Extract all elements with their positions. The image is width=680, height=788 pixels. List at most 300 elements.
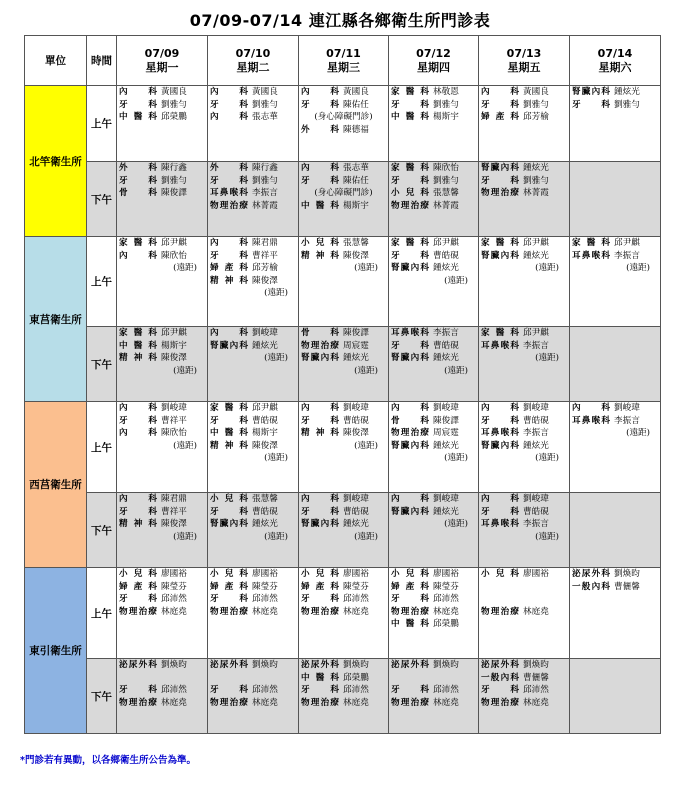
doctor-name: 李振言 [614, 415, 640, 426]
schedule-cell [570, 659, 661, 734]
doctor-name: 林庭堯 [433, 606, 459, 617]
department: 精 神 科 [301, 428, 339, 439]
schedule-entry [389, 593, 478, 606]
clinic-note: (遠距) [444, 275, 468, 286]
department: 骨 科 [301, 328, 339, 338]
department: 牙 科 [119, 685, 157, 696]
schedule-entry [299, 86, 388, 99]
doctor-name: 鍾炫光 [523, 163, 549, 173]
schedule-entry [117, 250, 207, 263]
clinic-note: (遠距) [444, 453, 468, 464]
schedule-entry [208, 606, 298, 619]
schedule-entry [117, 697, 207, 710]
schedule-entry [117, 352, 207, 365]
doctor-name: 邱尹麒 [614, 238, 640, 248]
schedule-cell [208, 402, 299, 493]
department: 精 神 科 [301, 250, 339, 261]
schedule-cell [208, 659, 299, 734]
schedule-cell [479, 162, 570, 237]
schedule-cell [117, 237, 208, 327]
department: 泌 尿 外 科 [301, 660, 339, 670]
doctor-name: 邱尹麒 [161, 328, 187, 338]
doctor-name: 鍾炫光 [433, 506, 459, 517]
schedule-cell [117, 86, 208, 162]
department: 牙 科 [391, 250, 429, 261]
doctor-name: 劉雅勻 [161, 99, 187, 110]
schedule-cell [299, 237, 389, 327]
doctor-name: 廖國裕 [523, 569, 549, 579]
doctor-name: 邱尹麒 [252, 403, 278, 413]
clinic-note: (遠距) [173, 263, 197, 274]
period-label: 下午 [87, 493, 117, 568]
doctor-name: 鍾炫光 [343, 353, 369, 364]
department: 牙 科 [481, 175, 519, 186]
department: 牙 科 [210, 594, 248, 605]
schedule-entry [117, 415, 207, 428]
period-label: 下午 [87, 659, 117, 734]
department: 內 科 [391, 494, 429, 504]
schedule-entry [389, 581, 478, 594]
period-label: 上午 [87, 402, 117, 493]
department: 內 科 [481, 494, 519, 504]
schedule-entry [479, 99, 569, 112]
schedule-entry [299, 99, 388, 112]
schedule-entry [479, 340, 569, 353]
schedule-entry [479, 672, 569, 685]
schedule-entry [299, 493, 388, 506]
department: 家 醫 科 [481, 328, 519, 338]
doctor-name: 劉煥昀 [343, 660, 369, 670]
doctor-name: 陳瑩芬 [433, 581, 459, 592]
department: 小 兒 科 [210, 569, 248, 579]
department: 腎 臟 內 科 [391, 353, 429, 364]
department: 小 兒 科 [391, 188, 429, 199]
schedule-entry [389, 262, 478, 275]
doctor-name: 陳佑任 [343, 175, 369, 186]
department: 耳 鼻 喉 科 [481, 428, 519, 439]
schedule-entry [208, 340, 298, 353]
schedule-cell [117, 568, 208, 659]
schedule-cell [117, 659, 208, 734]
schedule-row [25, 568, 661, 659]
schedule-entry [117, 175, 207, 188]
day-weekday: 星期一 [145, 60, 179, 74]
schedule-entry [299, 659, 388, 672]
header-row [25, 36, 661, 86]
schedule-cell [117, 402, 208, 493]
schedule-entry [479, 327, 569, 340]
schedule-entry [389, 697, 478, 710]
department: 物 理 治 療 [301, 606, 339, 617]
schedule-entry [117, 237, 207, 250]
doctor-name: 劉峻瑋 [614, 403, 640, 413]
department: 內 科 [301, 403, 339, 413]
schedule-entry [389, 187, 478, 200]
day-header [208, 36, 299, 86]
doctor-name: 曹祥平 [161, 415, 187, 426]
doctor-name: 邱沛然 [252, 685, 278, 696]
doctor-name: 曹皓硯 [523, 415, 549, 426]
doctor-name: 廖國裕 [433, 569, 459, 579]
doctor-name: 李振言 [523, 428, 549, 439]
schedule-entry [389, 506, 478, 519]
doctor-name: 鍾炫光 [523, 440, 549, 451]
department: 婦 產 科 [391, 581, 429, 592]
department: 物 理 治 療 [119, 697, 157, 708]
department: 牙 科 [210, 685, 248, 696]
schedule-entry [299, 175, 388, 188]
schedule-entry [299, 250, 388, 263]
department: 牙 科 [119, 175, 157, 186]
doctor-name: 張慧馨 [252, 494, 278, 504]
schedule-entry [389, 606, 478, 619]
department: 物 理 治 療 [481, 697, 519, 708]
doctor-name: 劉峻瑋 [252, 328, 278, 338]
department: 一 般 內 科 [481, 672, 519, 683]
doctor-name: 陳行鑫 [252, 163, 278, 173]
department: 牙 科 [301, 415, 339, 426]
schedule-entry [117, 606, 207, 619]
doctor-name: 陳俊澤 [343, 250, 369, 261]
schedule-entry [479, 568, 569, 581]
schedule-entry [208, 697, 298, 710]
schedule-entry [479, 427, 569, 440]
schedule-entry [208, 250, 298, 263]
schedule-entry [208, 581, 298, 594]
schedule-entry [117, 672, 207, 685]
schedule-entry [479, 162, 569, 175]
clinic-note: (遠距) [535, 353, 559, 364]
schedule-entry [117, 402, 207, 415]
department: 中 醫 科 [391, 112, 429, 123]
department: 內 科 [210, 112, 248, 123]
doctor-name: 陳俊譯 [433, 415, 459, 426]
department: 內 科 [481, 87, 519, 97]
doctor-name: 黃國良 [161, 87, 187, 97]
clinic-name: 東莒衛生所 [25, 237, 87, 402]
schedule-entry [117, 162, 207, 175]
department: 小 兒 科 [301, 569, 339, 579]
doctor-name: 李振言 [433, 328, 459, 338]
schedule-entry [479, 86, 569, 99]
clinic-note: (遠距) [264, 288, 288, 299]
doctor-name: 陳俊澤 [161, 353, 187, 364]
doctor-name: 曹儷馨 [614, 581, 640, 592]
schedule-cell [479, 402, 570, 493]
doctor-name: 邱榮鵬 [343, 672, 369, 683]
department: 骨 科 [391, 415, 429, 426]
doctor-name: 曹皓硯 [252, 415, 278, 426]
department: 牙 科 [572, 99, 610, 110]
schedule-entry [299, 352, 388, 365]
department: 婦 產 科 [210, 263, 248, 274]
doctor-name: 張志華 [252, 112, 278, 123]
clinic-note: (遠距) [626, 428, 650, 439]
schedule-entry [208, 568, 298, 581]
schedule-cell [117, 493, 208, 568]
schedule-cell [570, 402, 661, 493]
schedule-cell [479, 237, 570, 327]
department: 耳 鼻 喉 科 [572, 415, 610, 426]
department: 家 醫 科 [119, 238, 157, 248]
department: 小 兒 科 [301, 238, 339, 248]
doctor-name: 劉峻瑋 [161, 403, 187, 413]
department: 家 醫 科 [391, 163, 429, 173]
schedule-cell [389, 162, 479, 237]
schedule-cell [389, 327, 479, 402]
department: 小 兒 科 [391, 569, 429, 579]
department: 中 醫 科 [301, 200, 339, 211]
doctor-name: 陳瑩芬 [252, 581, 278, 592]
doctor-name: 劉雅勻 [433, 175, 459, 186]
department: 物 理 治 療 [391, 200, 429, 211]
schedule-entry [117, 327, 207, 340]
doctor-name: 陳俊澤 [343, 428, 369, 439]
doctor-name: 陳瑩芬 [161, 581, 187, 592]
schedule-entry [117, 581, 207, 594]
schedule-cell [299, 568, 389, 659]
schedule-entry [208, 684, 298, 697]
schedule-entry [208, 200, 298, 213]
doctor-name: 林庭堯 [343, 697, 369, 708]
doctor-name: 邱沛然 [523, 685, 549, 696]
day-weekday: 星期三 [327, 60, 360, 74]
schedule-entry [389, 99, 478, 112]
department: 牙 科 [391, 175, 429, 186]
department: 牙 科 [210, 250, 248, 261]
schedule-entry [208, 86, 298, 99]
department: 牙 科 [481, 99, 519, 110]
clinic-note: (遠距) [535, 453, 559, 464]
schedule-entry [299, 402, 388, 415]
clinic-note: (身心障礙門診) [314, 112, 373, 123]
department: 物 理 治 療 [301, 340, 339, 351]
doctor-name: 周宸霆 [433, 428, 459, 439]
department: 牙 科 [301, 175, 339, 186]
department: 小 兒 科 [119, 569, 157, 579]
doctor-name: 劉雅勻 [252, 99, 278, 110]
department: 耳 鼻 喉 科 [391, 328, 429, 338]
schedule-entry [117, 99, 207, 112]
schedule-entry [389, 175, 478, 188]
schedule-entry [117, 493, 207, 506]
schedule-entry [208, 440, 298, 453]
schedule-entry [570, 581, 660, 594]
department: 一 般 內 科 [572, 581, 610, 592]
clinic-name: 西莒衛生所 [25, 402, 87, 568]
schedule-entry [117, 568, 207, 581]
schedule-entry [117, 506, 207, 519]
doctor-name: 曹皓硯 [343, 415, 369, 426]
schedule-entry [299, 200, 388, 213]
schedule-cell [389, 493, 479, 568]
doctor-name: 林庭堯 [161, 697, 187, 708]
schedule-entry [299, 518, 388, 531]
period-label: 上午 [87, 86, 117, 162]
schedule-entry [479, 493, 569, 506]
department: 牙 科 [119, 415, 157, 426]
doctor-name: 鍾炫光 [433, 353, 459, 364]
department: 牙 科 [119, 594, 157, 605]
schedule-cell [570, 237, 661, 327]
schedule-entry [479, 175, 569, 188]
department: 家 醫 科 [391, 87, 429, 97]
schedule-entry [389, 440, 478, 453]
schedule-entry [299, 697, 388, 710]
department: 腎 臟 內 科 [572, 87, 610, 97]
clinic-note: (遠距) [354, 440, 378, 451]
clinic-note: (遠距) [173, 531, 197, 542]
schedule-entry [208, 187, 298, 200]
schedule-entry [299, 593, 388, 606]
doctor-name: 曹皓硯 [433, 250, 459, 261]
department: 牙 科 [391, 99, 429, 110]
doctor-name: 邱沛然 [433, 685, 459, 696]
schedule-entry [570, 237, 660, 250]
schedule-entry [208, 659, 298, 672]
schedule-entry [208, 672, 298, 685]
department: 腎 臟 內 科 [391, 440, 429, 451]
doctor-name: 邱尹麒 [523, 238, 549, 248]
doctor-name: 曹皓硯 [433, 340, 459, 351]
doctor-name: 楊斯宇 [433, 112, 459, 123]
department: 精 神 科 [119, 353, 157, 364]
doctor-name: 曹祥平 [161, 506, 187, 517]
schedule-entry [299, 327, 388, 340]
schedule-entry [479, 111, 569, 124]
doctor-name: 劉煥昀 [433, 660, 459, 670]
department: 中 醫 科 [119, 340, 157, 351]
schedule-entry [117, 427, 207, 440]
page-title: 07/09-07/14 連江縣各鄉衛生所門診表 [189, 11, 491, 30]
schedule-entry [299, 506, 388, 519]
doctor-name: 曹儷馨 [523, 672, 549, 683]
doctor-name: 劉煥昀 [614, 569, 640, 579]
schedule-entry [299, 672, 388, 685]
department: 牙 科 [481, 415, 519, 426]
department: 小 兒 科 [210, 494, 248, 504]
doctor-name: 林菁霞 [523, 188, 549, 199]
schedule-cell [570, 162, 661, 237]
schedule-entry [208, 493, 298, 506]
clinic-note: (遠距) [535, 263, 559, 274]
schedule-entry [208, 162, 298, 175]
doctor-name: 曹皓硯 [343, 506, 369, 517]
department: 腎 臟 內 科 [301, 519, 339, 530]
department: 中 醫 科 [119, 112, 157, 123]
schedule-entry [479, 697, 569, 710]
department: 精 神 科 [210, 275, 248, 286]
department: 小 兒 科 [481, 569, 519, 579]
schedule-entry [479, 187, 569, 200]
department: 牙 科 [119, 99, 157, 110]
schedule-cell [389, 568, 479, 659]
schedule-cell [208, 568, 299, 659]
doctor-name: 林庭堯 [252, 697, 278, 708]
schedule-entry [389, 86, 478, 99]
schedule-entry [479, 593, 569, 606]
schedule-entry [479, 440, 569, 453]
doctor-name: 邱沛然 [252, 594, 278, 605]
schedule-entry [479, 237, 569, 250]
schedule-row [25, 86, 661, 162]
schedule-entry [389, 340, 478, 353]
department: 泌 尿 外 科 [391, 660, 429, 670]
day-header [479, 36, 570, 86]
doctor-name: 李振言 [523, 519, 549, 530]
schedule-row [25, 237, 661, 327]
schedule-cell [389, 237, 479, 327]
department: 家 醫 科 [210, 403, 248, 413]
department: 耳 鼻 喉 科 [572, 250, 610, 261]
doctor-name: 黃國良 [252, 87, 278, 97]
department: 外 科 [119, 163, 157, 173]
day-date: 07/13 [506, 46, 542, 60]
clinic-note: (遠距) [173, 440, 197, 451]
schedule-row [25, 659, 661, 734]
department: 精 神 科 [210, 440, 248, 451]
doctor-name: 林庭堯 [161, 606, 187, 617]
department: 外 科 [301, 124, 339, 135]
schedule-entry [389, 111, 478, 124]
doctor-name: 劉峻瑋 [343, 494, 369, 504]
department: 腎 臟 內 科 [301, 353, 339, 364]
department: 牙 科 [301, 99, 339, 110]
doctor-name: 鍾炫光 [252, 340, 278, 351]
schedule-entry [299, 606, 388, 619]
day-header [570, 36, 661, 86]
doctor-name: 鍾炫光 [614, 87, 640, 97]
schedule-entry [299, 427, 388, 440]
department: 牙 科 [210, 99, 248, 110]
schedule-entry [389, 327, 478, 340]
schedule-entry [389, 200, 478, 213]
doctor-name: 陳德福 [343, 124, 369, 135]
doctor-name: 楊斯宇 [252, 428, 278, 439]
schedule-cell [208, 237, 299, 327]
doctor-name: 邱沛然 [161, 685, 187, 696]
schedule-cell [208, 86, 299, 162]
schedule-row [25, 402, 661, 493]
clinic-note: (身心障礙門診) [314, 188, 373, 199]
doctor-name: 林庭堯 [523, 697, 549, 708]
doctor-name: 張志華 [343, 163, 369, 173]
department: 家 醫 科 [572, 238, 610, 248]
period-label: 下午 [87, 162, 117, 237]
department: 內 科 [119, 250, 157, 261]
doctor-name: 陳欣怡 [161, 250, 187, 261]
department: 中 醫 科 [301, 672, 339, 683]
doctor-name: 林敬恩 [433, 87, 459, 97]
doctor-name: 黃國良 [523, 87, 549, 97]
schedule-entry [208, 111, 298, 124]
department: 牙 科 [210, 506, 248, 517]
department: 內 科 [210, 87, 248, 97]
schedule-entry [208, 275, 298, 288]
schedule-entry [479, 684, 569, 697]
period-label: 下午 [87, 327, 117, 402]
department: 婦 產 科 [210, 581, 248, 592]
schedule-cell [570, 568, 661, 659]
department: 內 科 [301, 494, 339, 504]
clinic-note: (遠距) [264, 453, 288, 464]
day-date: 07/12 [416, 46, 451, 60]
doctor-name: 邱榮鵬 [161, 112, 187, 123]
schedule-entry [117, 111, 207, 124]
schedule-entry [117, 340, 207, 353]
department: 牙 科 [301, 685, 339, 696]
schedule-entry [208, 593, 298, 606]
